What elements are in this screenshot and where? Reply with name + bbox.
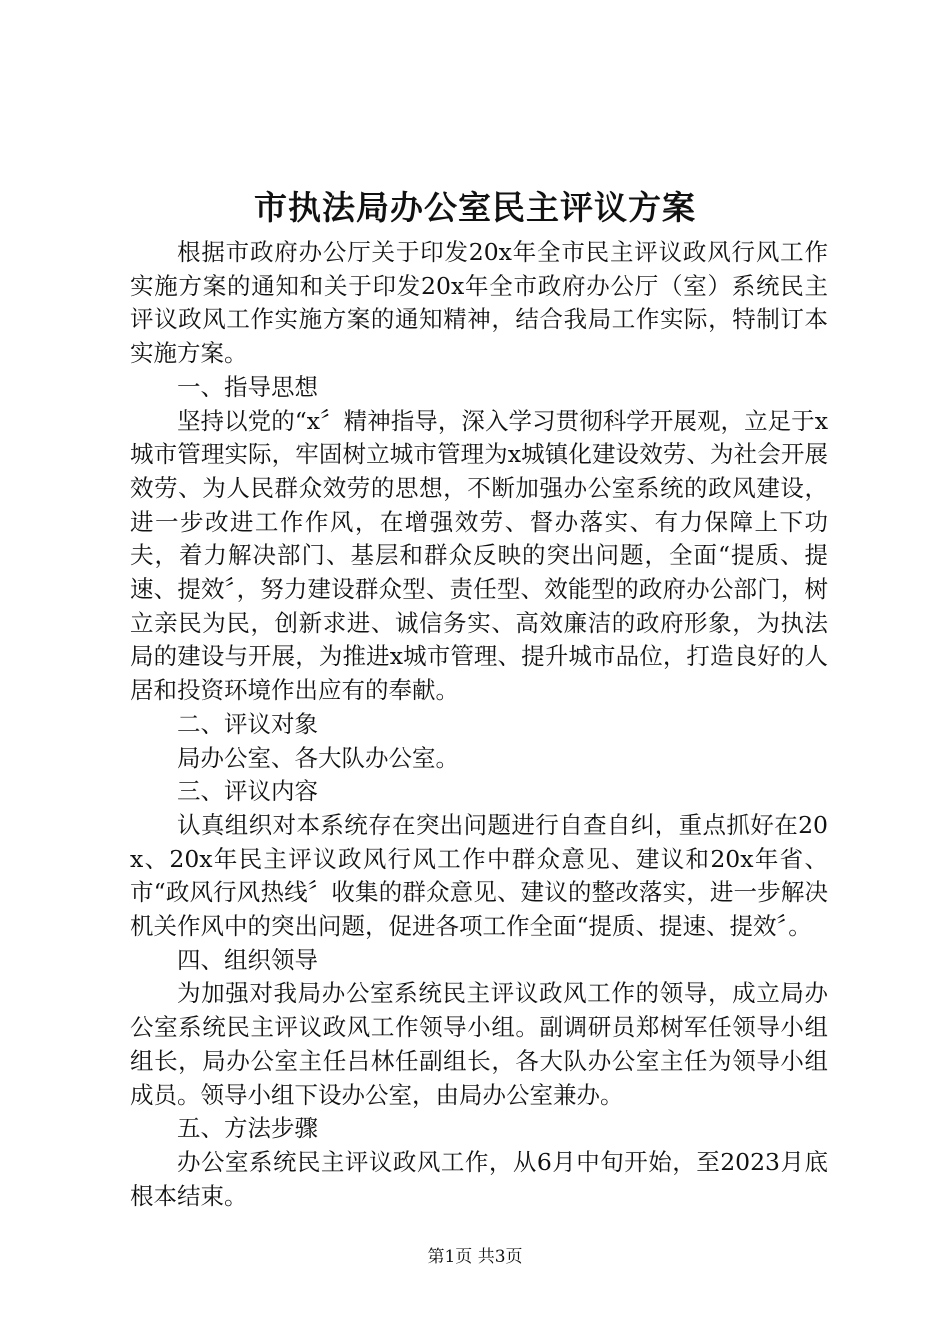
organization-leadership-paragraph: 为加强对我局办公室系统民主评议政风工作的领导，成立局办公室系统民主评议政风工作领导小组。副调研员郑树军任领导小组组长，局办公室主任吕林任副组长，各大队办公室主任为领导小组成员。领导小组下设办公室，由局办公室兼办。 — [130, 979, 828, 1109]
document-body — [130, 236, 828, 1213]
evaluation-target-paragraph: 局办公室、各大队办公室。 — [177, 743, 459, 772]
section-heading-evaluation-target: 二、评议对象 — [177, 709, 318, 738]
section-heading-evaluation-content: 三、评议内容 — [177, 777, 318, 806]
intro-paragraph: 根据市政府办公厅关于印发20x年全市民主评议政风行风工作实施方案的通知和关于印发20x年全市政府办公厅（室）系统民主评议政风工作实施方案的通知精神，结合我局工作实际，特制订本实施方案。 — [130, 238, 828, 368]
page-footer: 第1页 共3页 — [427, 1247, 523, 1267]
method-steps-paragraph: 办公室系统民主评议政风工作，从6月中旬开始，至2023月底根本结束。 — [130, 1147, 828, 1210]
section-heading-organization-leadership: 四、组织领导 — [177, 945, 318, 974]
section-heading-guiding-ideology: 一、指导思想 — [177, 372, 318, 401]
document-title: 市执法局办公室民主评议方案 — [254, 188, 696, 227]
section-heading-method-steps: 五、方法步骤 — [177, 1114, 318, 1143]
guiding-ideology-paragraph: 坚持以党的“x〞精神指导，深入学习贯彻科学开展观，立足于x城市管理实际，牢固树立城市管理为x城镇化建设效劳、为社会开展效劳、为人民群众效劳的思想，不断加强办公室系统的政风建设，进一步改进工作作风，在增强效劳、督办落实、有力保障上下功夫，着力解决部门、基层和群众反映的突出问题，全面“提质、提速、提效〞，努力建设群众型、责任型、效能型的政府办公部门，树立亲民为民，创新求进、诚信务实、高效廉洁的政府形象，为执法局的建设与开展，为推进x城市管理、提升城市品位，打造良好的人居和投资环境作出应有的奉献。 — [130, 406, 828, 705]
evaluation-content-paragraph: 认真组织对本系统存在突出问题进行自查自纠，重点抓好在20x、20x年民主评议政风行风工作中群众意见、建议和20x年省、市“政风行风热线〞收集的群众意见、建议的整改落实，进一步解决机关作风中的突出问题，促进各项工作全面“提质、提速、提效〞。 — [130, 810, 828, 941]
